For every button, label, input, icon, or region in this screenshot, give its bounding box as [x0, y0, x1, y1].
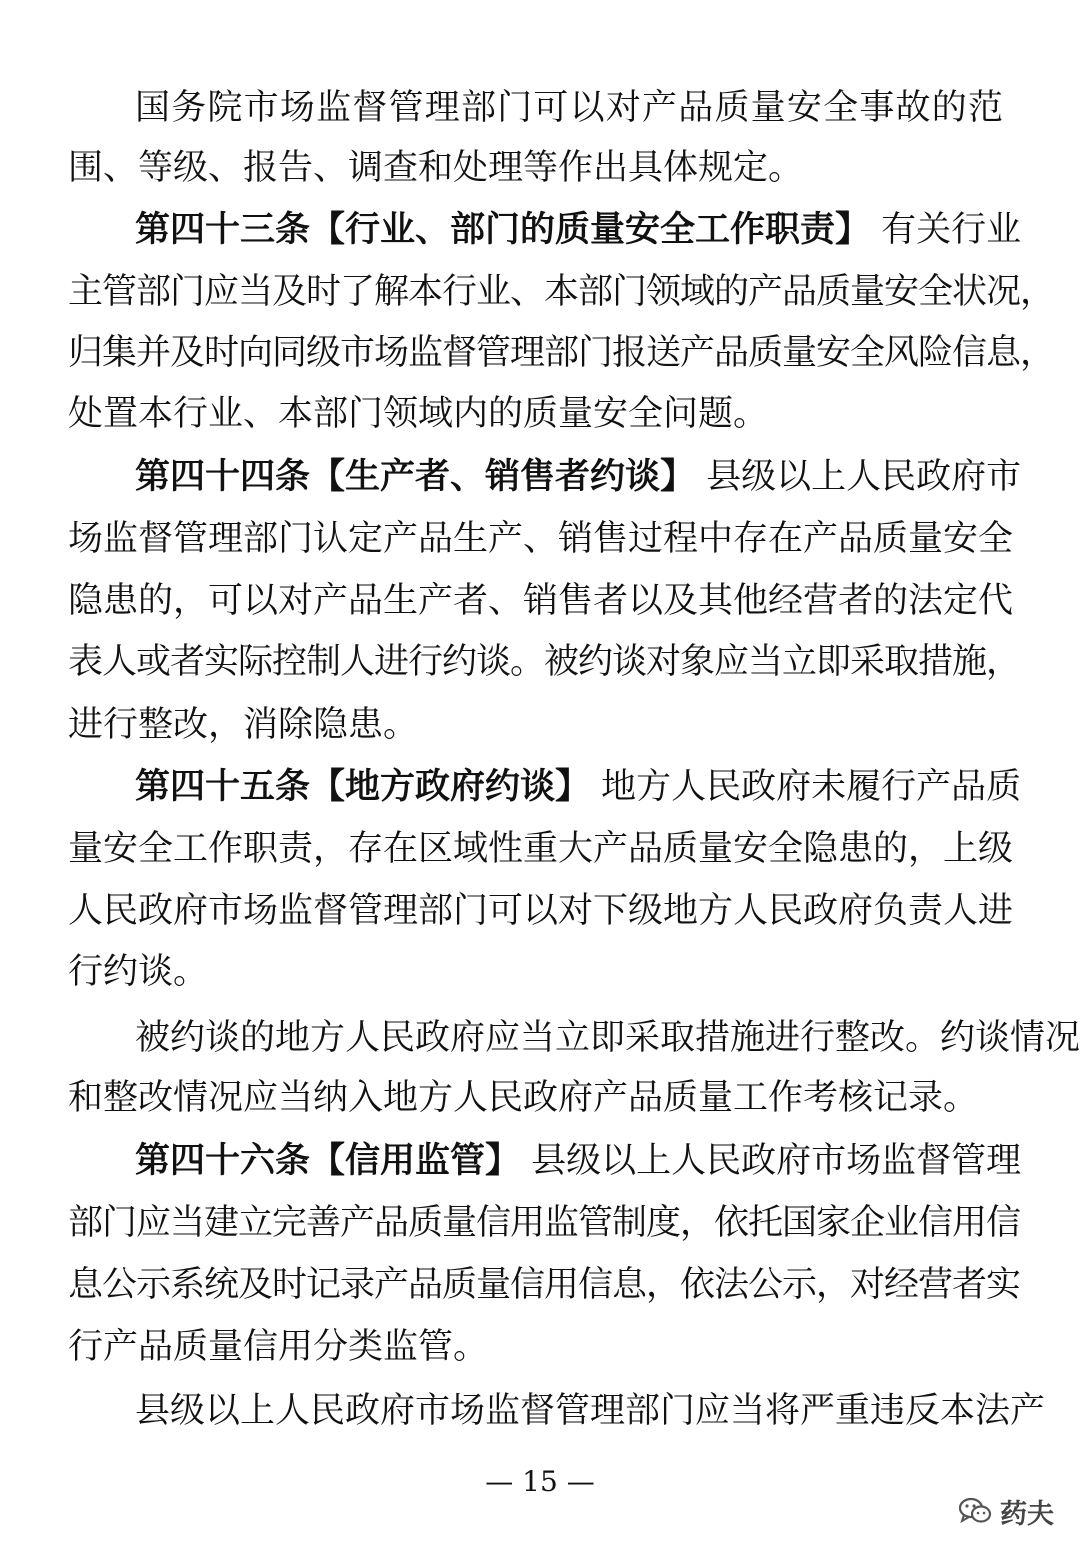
article-heading: 第四十六条【信用监管】 — [135, 1141, 521, 1181]
body-line: 被约谈的地方人民政府应当立即采取措施进行整改。约谈情况 — [135, 1018, 1080, 1058]
body-line: 人民政府市场监督管理部门可以对下级地方人民政府负责人进 — [68, 891, 1014, 931]
body-line: 场监督管理部门认定产品生产、销售过程中存在产品质量安全 — [68, 519, 1014, 559]
body-line: 进行整改，消除隐患。 — [68, 705, 419, 745]
body-line: 归集并及时向同级市场监督管理部门报送产品质量安全风险信息， — [68, 333, 1055, 373]
body-line: 息公示系统及时记录产品质量信用信息，依法公示，对经营者实 — [68, 1265, 1021, 1305]
body-line: 处置本行业、本部门领域内的质量安全问题。 — [68, 394, 769, 434]
body-line: 表人或者实际控制人进行约谈。被约谈对象应当立即采取措施， — [68, 642, 1021, 682]
body-line: 国务院市场监督管理部门可以对产品质量安全事故的范 — [135, 88, 1003, 128]
article-heading: 第四十三条【行业、部门的质量安全工作职责】 — [135, 210, 871, 250]
body-line: 行约谈。 — [68, 952, 209, 992]
body-line: 行产品质量信用分类监管。 — [68, 1327, 489, 1367]
body-line: 和整改情况应当纳入地方人民政府产品质量工作考核记录。 — [68, 1078, 979, 1118]
article-heading-line: 第四十三条【行业、部门的质量安全工作职责】 有关行业 — [135, 210, 1022, 250]
body-line: 隐患的，可以对产品生产者、销售者以及其他经营者的法定代 — [68, 581, 1014, 621]
article-heading-line: 第四十四条【生产者、销售者约谈】 县级以上人民政府市 — [135, 457, 1022, 497]
article-heading: 第四十四条【生产者、销售者约谈】 — [135, 457, 696, 497]
body-line: 县级以上人民政府市场监督管理部门应当将严重违反本法产 — [135, 1391, 1046, 1431]
body-line: 主管部门应当及时了解本行业、本部门领域的产品质量安全状况， — [68, 272, 1055, 312]
wechat-icon — [958, 1496, 992, 1526]
watermark — [958, 1491, 1054, 1531]
body-line: 量安全工作职责，存在区域性重大产品质量安全隐患的，上级 — [68, 829, 1014, 869]
page-number: — 15 — — [485, 1465, 595, 1498]
article-heading-line: 第四十六条【信用监管】 县级以上人民政府市场监督管理 — [135, 1141, 1022, 1181]
body-line: 部门应当建立完善产品质量信用监管制度，依托国家企业信用信 — [68, 1203, 1021, 1243]
article-heading: 第四十五条【地方政府约谈】 — [135, 767, 591, 807]
body-line: 围、等级、报告、调查和处理等作出具体规定。 — [68, 148, 804, 188]
article-heading-line: 第四十五条【地方政府约谈】 地方人民政府未履行产品质 — [135, 767, 1022, 807]
watermark-label: 药夫 — [1000, 1498, 1054, 1530]
